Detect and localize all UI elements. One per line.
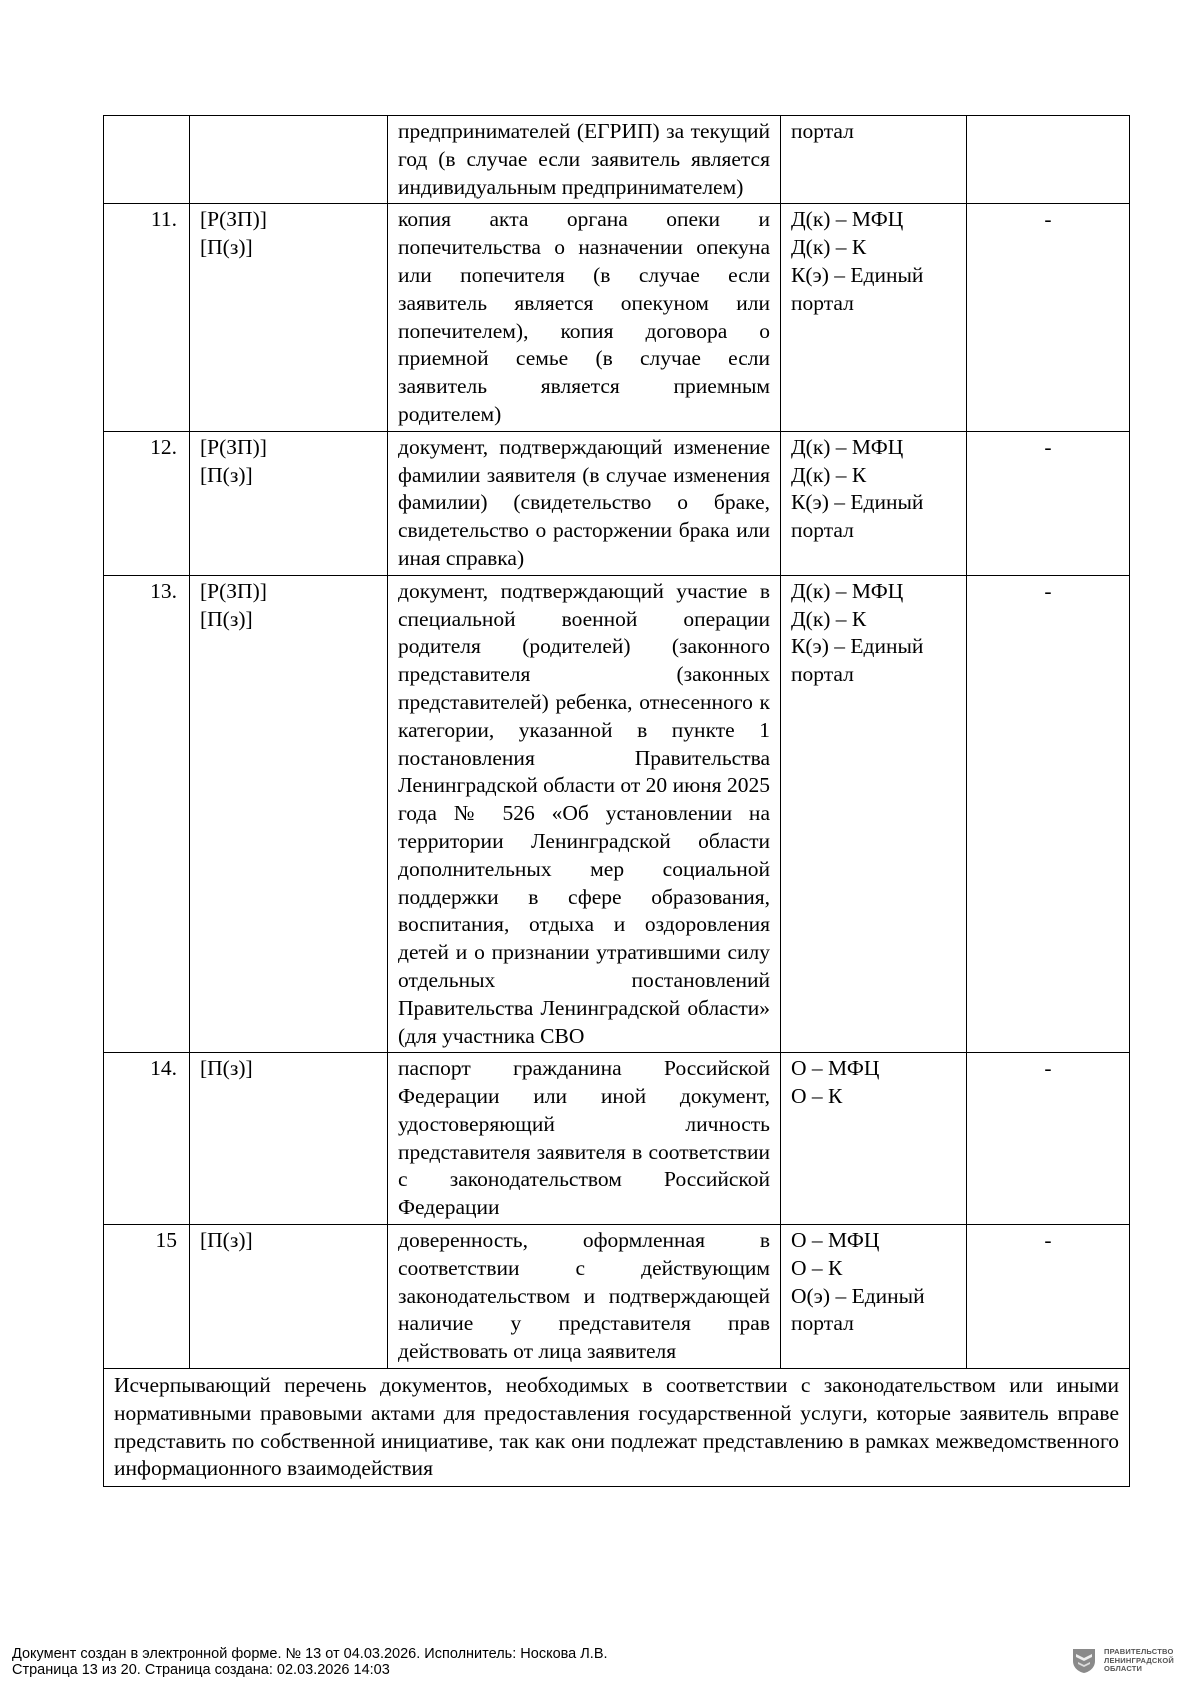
row-method	[781, 204, 967, 431]
row-description: предпринимателей (ЕГРИП) за текущий год (в случае если заявитель является индивидуальным предпринимателем)	[388, 116, 781, 204]
row-code-line: [Р(ЗП)]	[200, 578, 267, 603]
row-method-line: К(э) – Единый	[791, 634, 924, 659]
row-extra: -	[967, 204, 1130, 431]
table-row	[104, 204, 1130, 431]
logo-text	[1104, 1648, 1174, 1674]
coat-of-arms-icon	[1072, 1648, 1096, 1674]
row-method-line: О – МФЦ	[791, 1228, 880, 1253]
row-code-line: [Р(ЗП)]	[200, 434, 267, 459]
row-method	[781, 1225, 967, 1369]
row-code-line: [Р(ЗП)]	[200, 207, 267, 232]
row-method	[781, 116, 967, 204]
row-description: документ, подтверждающий изменение фамилии заявителя (в случае изменения фамилии) (свидетельство о браке, свидетельство о расторжении брака или иная справка)	[388, 431, 781, 575]
row-number: 11.	[104, 204, 190, 431]
row-code	[190, 575, 388, 1053]
row-number: 14.	[104, 1053, 190, 1225]
table-row	[104, 1053, 1130, 1225]
row-method	[781, 575, 967, 1053]
table-row	[104, 431, 1130, 575]
row-method-line: Д(к) – К	[791, 606, 867, 631]
row-method-line: О – К	[791, 1255, 843, 1280]
row-extra: -	[967, 575, 1130, 1053]
row-method-line: О(э) – Единый	[791, 1283, 925, 1308]
logo-line-3: ОБЛАСТИ	[1104, 1664, 1143, 1673]
row-code-line: [П(з)]	[200, 1228, 253, 1253]
row-method	[781, 431, 967, 575]
row-description: паспорт гражданина Российской Федерации или иной документ, удостоверяющий личность представителя заявителя в соответствии с законодательством Российской Федерации	[388, 1053, 781, 1225]
row-number	[104, 116, 190, 204]
row-code-line: [П(з)]	[200, 606, 253, 631]
row-method-line: О – МФЦ	[791, 1056, 880, 1081]
row-method-line: К(э) – Единый	[791, 490, 924, 515]
row-number: 12.	[104, 431, 190, 575]
row-method-line: Д(к) – К	[791, 235, 867, 260]
table-footer-row	[104, 1369, 1130, 1487]
table-row	[104, 116, 1130, 204]
logo-line-2: ЛЕНИНГРАДСКОЙ	[1104, 1655, 1174, 1665]
footer-line-page-info: Страница 13 из 20. Страница создана: 02.03.2026 14:03	[12, 1662, 390, 1678]
row-method-line: Д(к) – МФЦ	[791, 207, 904, 232]
row-method-line: портал	[791, 662, 854, 687]
row-method-line: Д(к) – К	[791, 462, 867, 487]
documents-table	[103, 115, 1130, 1487]
logo-line-1: ПРАВИТЕЛЬСТВО	[1104, 1647, 1174, 1656]
row-method-line: портал	[791, 290, 854, 315]
row-method-line: О – К	[791, 1084, 843, 1109]
row-code	[190, 431, 388, 575]
row-description: документ, подтверждающий участие в специальной военной операции родителя (родителей) (законного представителя (законных представителей) ребенка, отнесенного к категории, указанной в пункте 1 постановления Правительства Ленинградской области от 20 июня 2025 года № 526 «Об установлении на территории Ленинградской области дополнительных мер социальной поддержки в сфере образования, воспитания, отдыха и оздоровления детей и о признании утратившими силу отдельных постановлений Правительства Ленинградской области» (для участника СВО	[388, 575, 781, 1053]
table-body	[104, 116, 1130, 1487]
footer-line-document-info: Документ создан в электронной форме. № 13 от 04.03.2026. Исполнитель: Носкова Л.В.	[12, 1646, 608, 1662]
row-code-line: [П(з)]	[200, 235, 253, 260]
row-method-line: Д(к) – МФЦ	[791, 578, 904, 603]
row-method-line: портал	[791, 119, 854, 143]
table-row	[104, 575, 1130, 1053]
row-code	[190, 116, 388, 204]
row-description: доверенность, оформленная в соответствии с действующим законодательством и подтверждающей наличие у представителя прав действовать от лица заявителя	[388, 1225, 781, 1369]
row-method-line: К(э) – Единый	[791, 262, 924, 287]
table-row	[104, 1225, 1130, 1369]
row-method-line: портал	[791, 518, 854, 543]
exhaustive-list-note: Исчерпывающий перечень документов, необходимых в соответствии с законодательством или иными нормативными правовыми актами для предоставления государственной услуги, которые заявитель вправе представить по собственной инициативе, так как они подлежат представлению в рамках межведомственного информационного взаимодействия	[104, 1369, 1130, 1487]
row-code-line: [П(з)]	[200, 1056, 253, 1081]
row-extra: -	[967, 1053, 1130, 1225]
row-extra: -	[967, 431, 1130, 575]
row-method	[781, 1053, 967, 1225]
row-number: 15	[104, 1225, 190, 1369]
row-code	[190, 204, 388, 431]
row-method-line: портал	[791, 1311, 854, 1336]
row-method-line: Д(к) – МФЦ	[791, 434, 904, 459]
row-extra	[967, 116, 1130, 204]
row-code	[190, 1053, 388, 1225]
row-description: копия акта органа опеки и попечительства о назначении опекуна или попечителя (в случае если заявитель является опекуном или попечителем), копия договора о приемной семье (в случае если заявитель является приемным родителем)	[388, 204, 781, 431]
row-code-line: [П(з)]	[200, 462, 253, 487]
row-extra: -	[967, 1225, 1130, 1369]
row-code	[190, 1225, 388, 1369]
row-number: 13.	[104, 575, 190, 1053]
page-footer	[12, 1646, 608, 1678]
government-logo	[1072, 1648, 1174, 1674]
